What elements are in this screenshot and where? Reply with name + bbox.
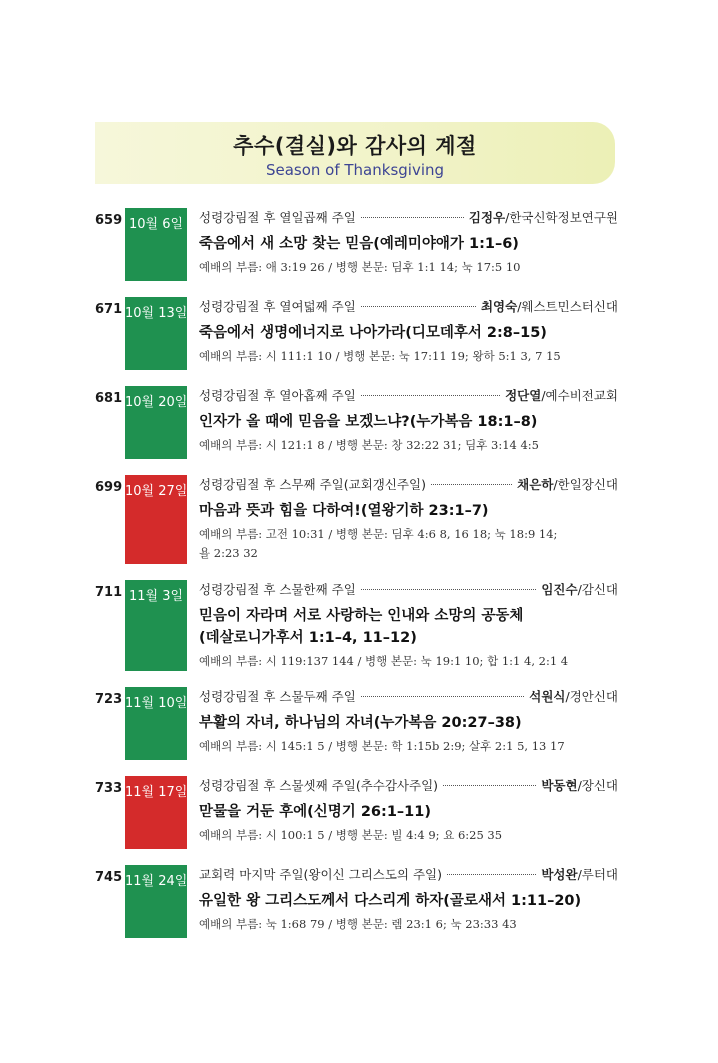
sunday-name: 성령강림절 후 열여덟째 주일 [199,299,356,314]
date-badge: 10월 27일 [125,475,187,564]
dot-leader [361,589,537,590]
season-subtitle: Season of Thanksgiving [265,161,445,179]
scripture-readings [199,525,618,563]
date-badge: 10월 20일 [125,386,187,459]
sunday-name: 성령강림절 후 스무째 주일(교회갱신주일) [199,477,426,492]
preacher-name: 채은하 [517,477,554,492]
dot-leader [431,484,512,485]
scripture-readings-line: 예배의 부름: 고전 10:31 / 병행 본문: 딤후 4:6 8, 16 18; 눅 18:9 14; [199,527,558,541]
sermon-entry [95,386,618,459]
scripture-readings: 예배의 부름: 눅 1:68 79 / 병행 본문: 렘 23:1 6; 눅 23:33 43 [199,917,517,931]
dot-leader [447,874,536,875]
scripture-readings: 예배의 부름: 애 3:19 26 / 병행 본문: 딤후 1:1 14; 눅 17:5 10 [199,260,521,274]
preacher-name: 정단열 [505,388,542,403]
preacher-name: 박성완 [541,867,578,882]
sunday-name: 성령강림절 후 스물한째 주일 [199,582,356,597]
season-title: 추수(결실)와 감사의 계절 [233,134,477,158]
date-badge: 11월 3일 [125,580,187,671]
sunday-name: 성령강림절 후 스물두째 주일 [199,689,356,704]
sermon-title [199,605,618,649]
sunday-name: 성령강림절 후 열아홉째 주일 [199,388,356,403]
scripture-readings: 예배의 부름: 시 111:1 10 / 병행 본문: 눅 17:11 19; 왕하 5:1 3, 7 15 [199,349,561,363]
scripture-readings: 예배의 부름: 시 145:1 5 / 병행 본문: 학 1:15b 2:9; 살후 2:1 5, 13 17 [199,739,565,753]
scripture-readings: 예배의 부름: 시 121:1 8 / 병행 본문: 창 32:22 31; 딤후 3:14 4:5 [199,438,539,452]
date-badge: 11월 24일 [125,865,187,938]
sunday-name: 성령강림절 후 열일곱째 주일 [199,210,356,225]
preacher-name: 최영숙 [480,299,518,314]
scripture-readings-line: 욜 2:23 32 [199,546,258,560]
dot-leader [361,696,524,697]
date-badge: 10월 6일 [125,208,187,281]
page-number: 681 [95,391,123,406]
date-badge: 11월 17일 [125,776,187,849]
scripture-readings: 예배의 부름: 시 119:137 144 / 병행 본문: 눅 19:1 10; 합 1:1 4, 2:1 4 [199,654,569,668]
sermon-title-line: 믿음이 자라며 서로 사랑하는 인내와 소망의 공동체 [199,608,524,624]
preacher-org: /루터대 [577,867,618,882]
preacher-org: /경안신대 [565,689,618,704]
sermon-title: 부활의 자녀, 하나님의 자녀(누가복음 20:27–38) [199,715,522,731]
page-number: 699 [95,480,123,495]
page-number: 711 [95,585,123,600]
preacher [541,580,618,600]
sermon-entry [95,687,618,760]
preacher [517,475,618,495]
sermon-title-line: (데살로니가후서 1:1–4, 11–12) [199,630,417,646]
page-number: 723 [95,692,123,707]
sermon-entry [95,475,618,564]
preacher [529,687,618,707]
sermon-title: 유일한 왕 그리스도께서 다스리게 하자(골로새서 1:11–20) [199,893,582,909]
sermon-title: 마음과 뜻과 힘을 다하여!(열왕기하 23:1–7) [199,503,489,519]
preacher-name: 석원식 [529,689,566,704]
sermon-title: 맏물을 거둔 후에(신명기 26:1–11) [199,804,431,820]
sunday-name: 성령강림절 후 스물셋째 주일(추수감사주일) [199,778,439,793]
sermon-entry [95,776,618,849]
preacher-name: 김정우 [468,210,506,225]
sunday-name: 교회력 마지막 주일(왕이신 그리스도의 주일) [199,867,442,882]
preacher-org: /장신대 [577,778,618,793]
dot-leader [361,306,476,307]
sermon-entry [95,865,618,938]
preacher [481,297,618,317]
sermon-entry [95,580,618,671]
sermon-title: 죽음에서 생명에너지로 나아가라(디모데후서 2:8–15) [199,325,547,341]
date-badge: 11월 10일 [125,687,187,760]
preacher-org: /한일장신대 [553,477,618,492]
preacher [541,776,618,796]
sermon-title: 죽음에서 새 소망 찾는 믿음(예레미야애가 1:1–6) [199,236,519,252]
date-badge: 10월 13일 [125,297,187,370]
preacher-name: 박동현 [541,778,578,793]
page-number: 733 [95,781,123,796]
preacher [505,386,618,406]
dot-leader [361,217,464,218]
sermon-entry [95,208,618,281]
preacher-org: /웨스트민스터신대 [517,299,618,314]
sermon-list [95,208,618,954]
preacher-org: /한국신학정보연구원 [505,210,618,225]
preacher [469,208,618,228]
scripture-readings: 예배의 부름: 시 100:1 5 / 병행 본문: 빌 4:4 9; 요 6:25 35 [199,828,503,842]
page-number: 659 [95,213,123,228]
dot-leader [443,785,536,786]
dot-leader [361,395,500,396]
preacher-name: 임진수 [541,582,578,597]
preacher [541,865,618,885]
sermon-title: 인자가 올 때에 믿음을 보겠느냐?(누가복음 18:1–8) [199,414,538,430]
page-number: 745 [95,870,123,885]
page-number: 671 [95,302,123,317]
preacher-org: /감신대 [577,582,618,597]
season-header [95,122,615,184]
preacher-org: /예수비전교회 [541,388,618,403]
sermon-entry [95,297,618,370]
